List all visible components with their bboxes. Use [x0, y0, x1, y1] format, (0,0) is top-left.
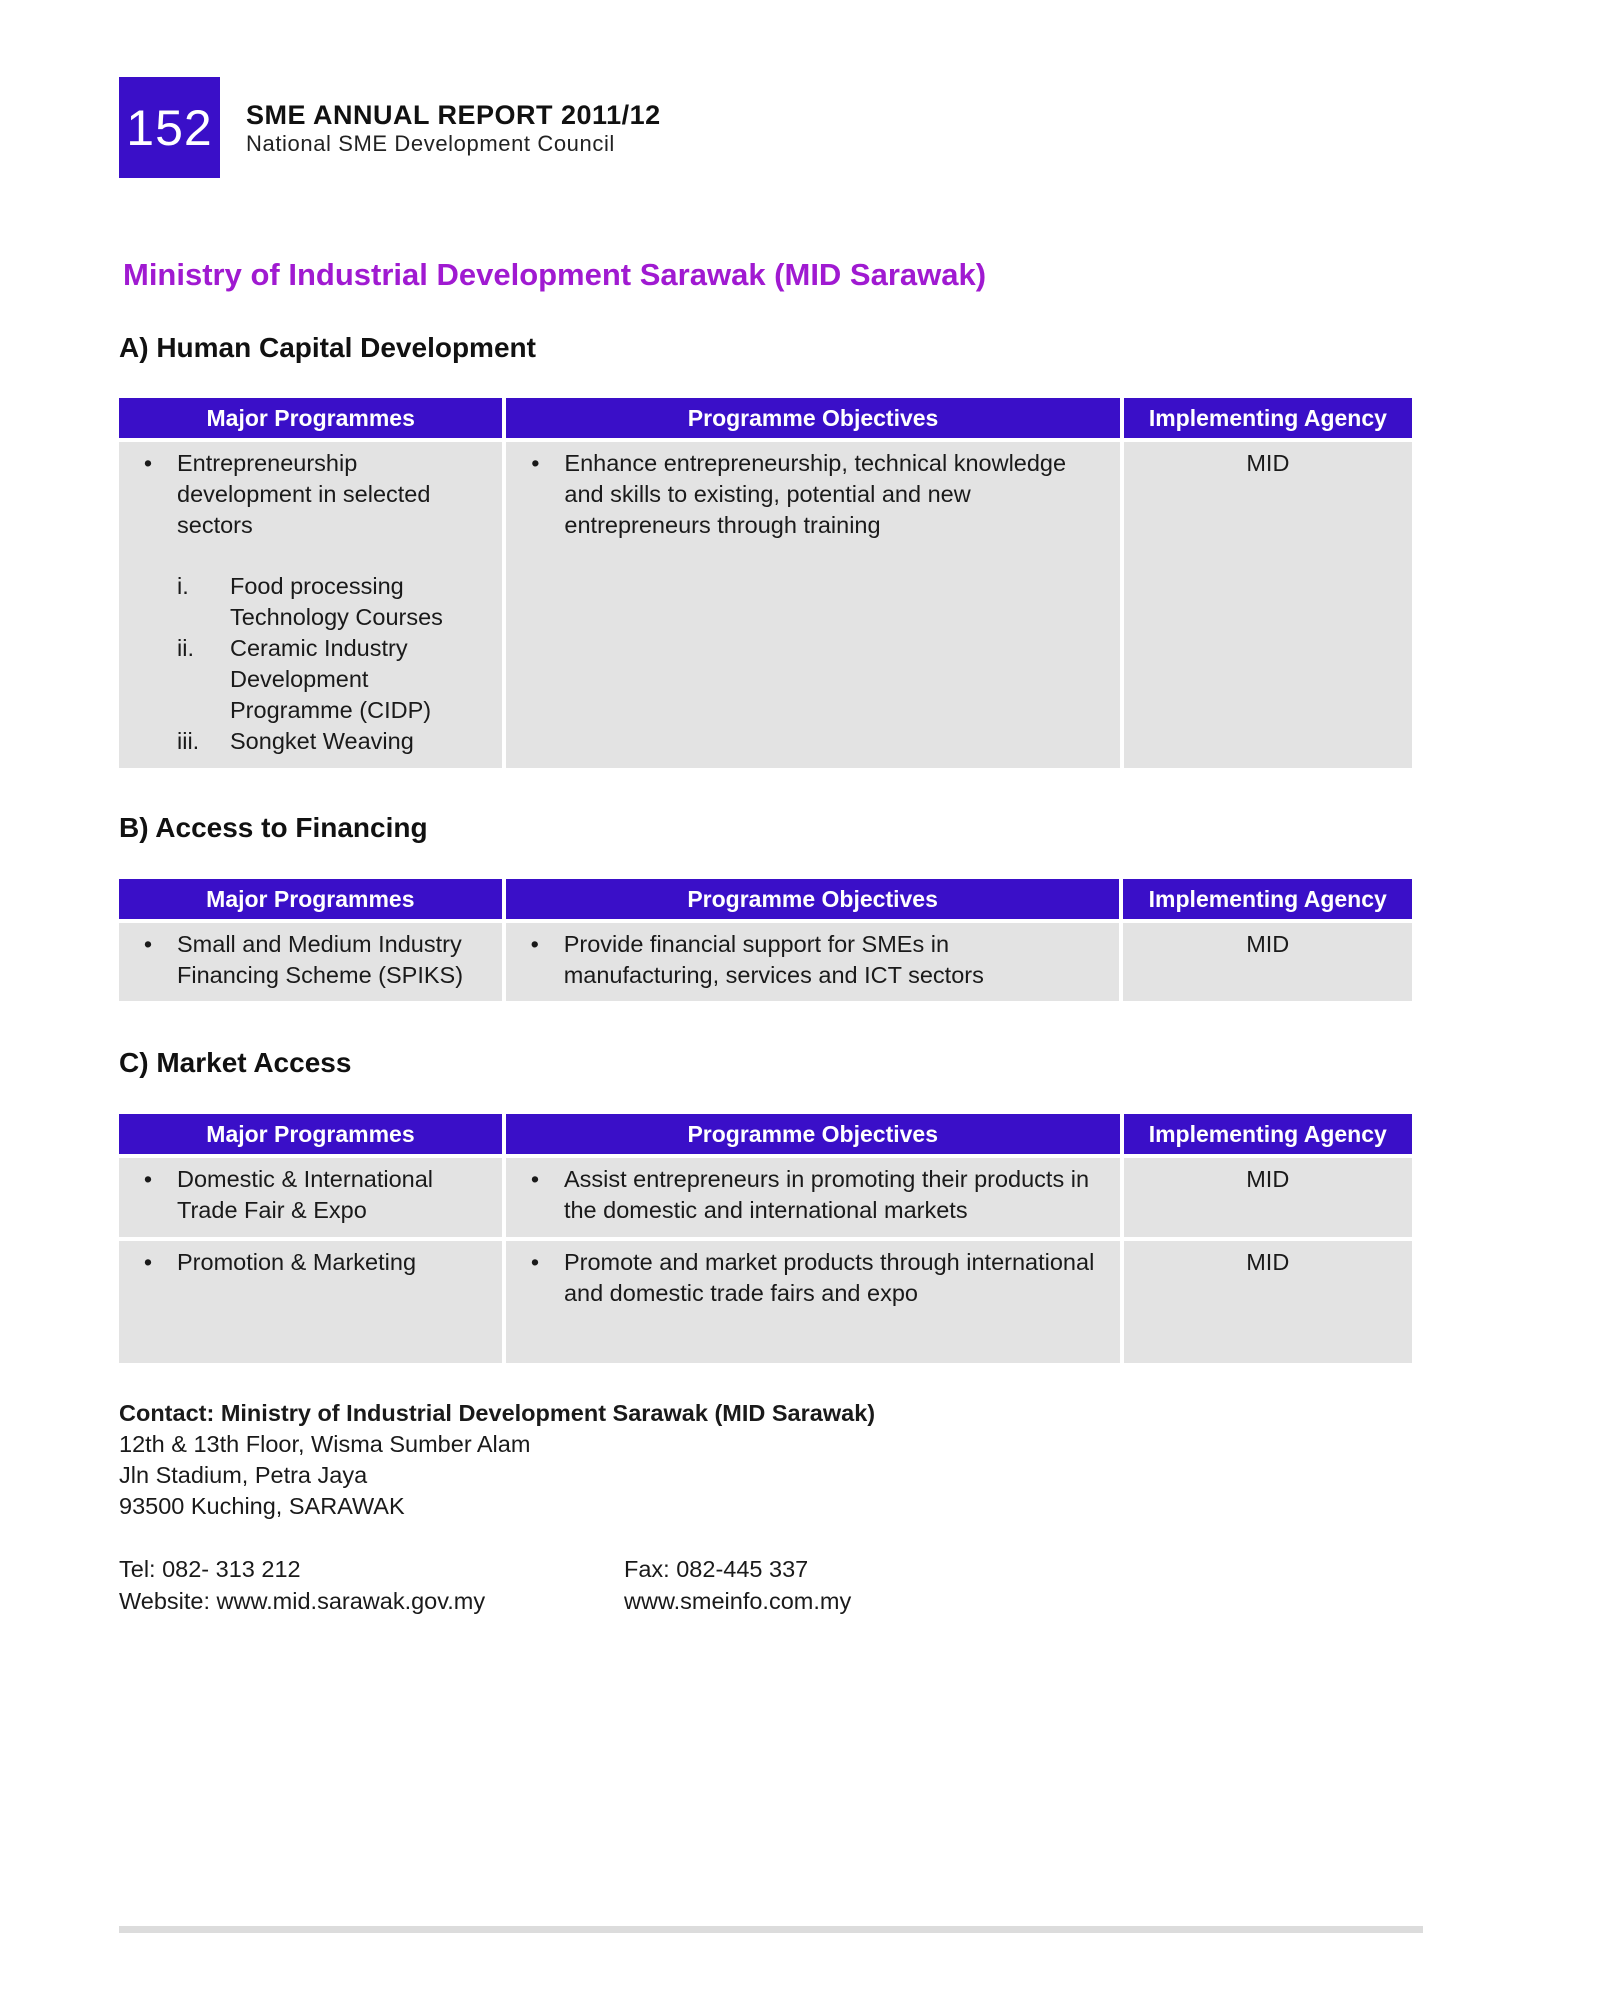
programme-text: Promotion & Marketing: [177, 1249, 417, 1275]
contact-website[interactable]: Website: www.mid.sarawak.gov.my: [119, 1588, 486, 1614]
objective-cell: [506, 923, 1120, 1001]
table-row: [119, 1158, 1412, 1237]
list-item: [119, 571, 502, 633]
table-row: [119, 442, 1412, 768]
sub-item-text: Songket Weaving: [230, 728, 414, 754]
objective-cell: [506, 1158, 1120, 1237]
header-major-programmes: Major Programmes: [119, 879, 502, 919]
programme-cell: [119, 1158, 502, 1237]
header-major-programmes: Major Programmes: [119, 398, 502, 438]
header-implementing-agency: Implementing Agency: [1124, 398, 1412, 438]
programme-cell: [119, 1241, 502, 1363]
page-number-box: 152: [119, 77, 220, 178]
table-header-row: [119, 1114, 1412, 1154]
report-subtitle: National SME Development Council: [246, 131, 615, 156]
contact-fax: Fax: 082-445 337: [624, 1556, 809, 1582]
ministry-title: Ministry of Industrial Development Sarawak (MID Sarawak): [123, 257, 987, 292]
contact-address-line: 93500 Kuching, SARAWAK: [119, 1493, 405, 1519]
programme-text: Domestic & International Trade Fair & Expo: [177, 1166, 434, 1223]
programme-cell: [119, 442, 502, 768]
footer-divider: [119, 1926, 1423, 1933]
bullet: •: [530, 1249, 540, 1275]
fax-smeinfo-block: [624, 1553, 851, 1617]
list-item: [119, 633, 502, 726]
header-programme-objectives: Programme Objectives: [506, 398, 1119, 438]
bullet: •: [143, 1166, 153, 1192]
programme-text: Small and Medium Industry Financing Scheme (SPIKS): [177, 931, 464, 988]
table-human-capital: [115, 394, 1416, 772]
programme-text: Entrepreneurship development in selected sectors: [177, 450, 431, 538]
contact-address-line: Jln Stadium, Petra Jaya: [119, 1462, 368, 1488]
sub-item-text: Ceramic Industry Development Programme (CIDP): [230, 635, 432, 723]
section-heading-access-to-financing: B) Access to Financing: [119, 812, 428, 843]
list-item: [119, 726, 502, 757]
header-major-programmes: Major Programmes: [119, 1114, 502, 1154]
contact-title: Contact: Ministry of Industrial Development Sarawak (MID Sarawak): [119, 1400, 876, 1426]
table-header-row: [119, 398, 1412, 438]
bullet: •: [143, 450, 153, 476]
bullet: •: [530, 1166, 540, 1192]
agency-cell: MID: [1124, 1158, 1412, 1237]
contact-address-line: 12th & 13th Floor, Wisma Sumber Alam: [119, 1431, 531, 1457]
header-programme-objectives: Programme Objectives: [506, 1114, 1120, 1154]
objective-cell: [506, 1241, 1120, 1363]
sub-item-number: i.: [177, 573, 189, 599]
tel-website-block: [119, 1553, 485, 1617]
table-row: [119, 1241, 1412, 1363]
objective-text: Promote and market products through international and domestic trade fairs and expo: [563, 1249, 1095, 1306]
sub-item-number: ii.: [177, 635, 194, 661]
header-implementing-agency: Implementing Agency: [1123, 879, 1412, 919]
objective-text: Provide financial support for SMEs in manufacturing, services and ICT sectors: [563, 931, 984, 988]
sub-list: [119, 571, 502, 757]
header-implementing-agency: Implementing Agency: [1124, 1114, 1412, 1154]
bullet: •: [531, 450, 540, 476]
header-programme-objectives: Programme Objectives: [506, 879, 1120, 919]
programme-cell: [119, 923, 502, 1001]
objective-cell: [506, 442, 1119, 768]
table-row: [119, 923, 1412, 1001]
contact-tel: Tel: 082- 313 212: [119, 1556, 301, 1582]
sub-item-number: iii.: [177, 728, 200, 754]
table-market-access: [115, 1110, 1416, 1367]
sub-item-text: Food processing Technology Courses: [230, 573, 443, 630]
table-access-to-financing: [115, 875, 1416, 1005]
agency-cell: MID: [1123, 923, 1412, 1001]
objective-text: Assist entrepreneurs in promoting their products in the domestic and international markets: [563, 1166, 1090, 1223]
contact-block: [119, 1398, 875, 1522]
bullet: •: [143, 931, 153, 957]
section-heading-human-capital: A) Human Capital Development: [119, 332, 536, 363]
bullet: •: [143, 1249, 153, 1275]
agency-cell: MID: [1124, 442, 1412, 768]
bullet: •: [530, 931, 539, 957]
table-header-row: [119, 879, 1412, 919]
section-heading-market-access: C) Market Access: [119, 1047, 352, 1078]
objective-text: Enhance entrepreneurship, technical knowledge and skills to existing, potential and new entrepreneurs through training: [564, 450, 1067, 538]
agency-cell: MID: [1124, 1241, 1412, 1363]
smeinfo-link[interactable]: www.smeinfo.com.my: [624, 1588, 852, 1614]
report-title: SME ANNUAL REPORT 2011/12: [246, 100, 661, 130]
